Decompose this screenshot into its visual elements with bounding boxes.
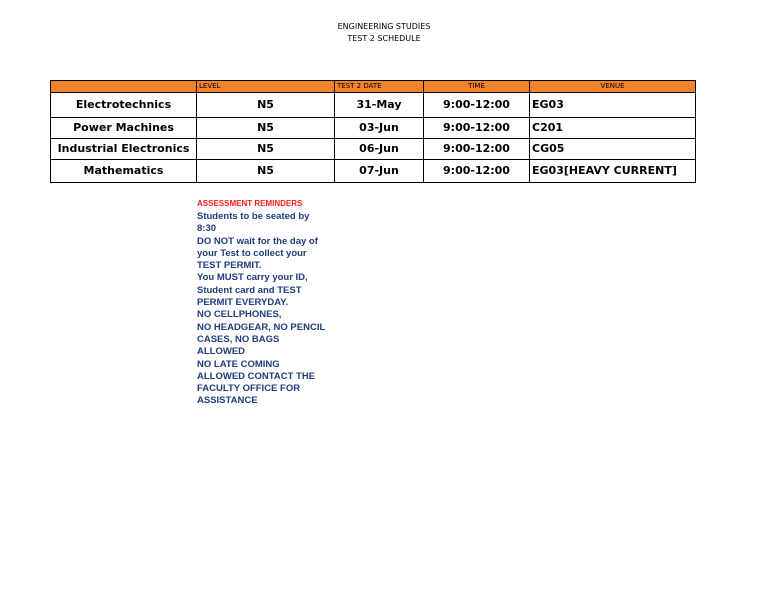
cell-venue: EG03 [530,93,696,118]
reminder-line: 8:30 [197,223,217,235]
reminder-line: You MUST carry your ID, [197,272,308,284]
cell-level: N5 [197,93,335,118]
cell-date: 06-Jun [335,139,424,160]
cell-level: N5 [197,139,335,160]
reminder-line: Student card and TEST [197,284,302,296]
cell-venue: CG05 [530,139,696,160]
table-row [51,118,696,139]
cell-subject: Electrotechnics [51,93,197,118]
table-row [51,93,696,118]
cell-time: 9:00-12:00 [424,160,530,183]
schedule-table [50,80,696,183]
cell-level: N5 [197,160,335,183]
reminder-line: ASSISTANCE [197,395,258,407]
reminder-line: TEST PERMIT. [197,260,262,272]
reminder-line: NO CELLPHONES, [197,309,282,321]
header-date: TEST 2 DATE [335,81,424,93]
reminder-line: DO NOT wait for the day of [197,235,318,247]
cell-time: 9:00-12:00 [424,93,530,118]
header-level: LEVEL [197,81,335,93]
document-subtitle: TEST 2 SCHEDULE [347,34,421,43]
reminder-line: PERMIT EVERYDAY. [197,297,289,309]
cell-date: 03-Jun [335,118,424,139]
cell-level: N5 [197,118,335,139]
header-venue: VENUE [530,81,696,93]
cell-venue: C201 [530,118,696,139]
cell-subject: Industrial Electronics [51,139,197,160]
reminder-line: ALLOWED [197,346,246,358]
table-row [51,139,696,160]
cell-time: 9:00-12:00 [424,139,530,160]
reminder-line: NO HEADGEAR, NO PENCIL [197,321,326,333]
table-row [51,160,696,183]
document-title: ENGINEERING STUDIES [337,22,431,31]
reminder-line: CASES, NO BAGS [197,333,280,345]
reminder-line: Students to be seated by [197,211,310,222]
cell-date: 07-Jun [335,160,424,183]
header-subject [51,81,197,93]
cell-subject: Power Machines [51,118,197,139]
cell-subject: Mathematics [51,160,197,183]
reminder-line: ALLOWED CONTACT THE [197,370,316,382]
reminders-heading: ASSESSMENT REMINDERS [197,199,303,208]
header-time: TIME [424,81,530,93]
cell-date: 31-May [335,93,424,118]
assessment-reminders [197,198,342,408]
reminder-line: your Test to collect your [197,247,307,259]
reminder-line: FACULTY OFFICE FOR [197,383,301,395]
reminder-line: NO LATE COMING [197,358,280,370]
cell-time: 9:00-12:00 [424,118,530,139]
table-header-row [51,81,696,93]
cell-venue: EG03[HEAVY CURRENT] [530,160,696,183]
